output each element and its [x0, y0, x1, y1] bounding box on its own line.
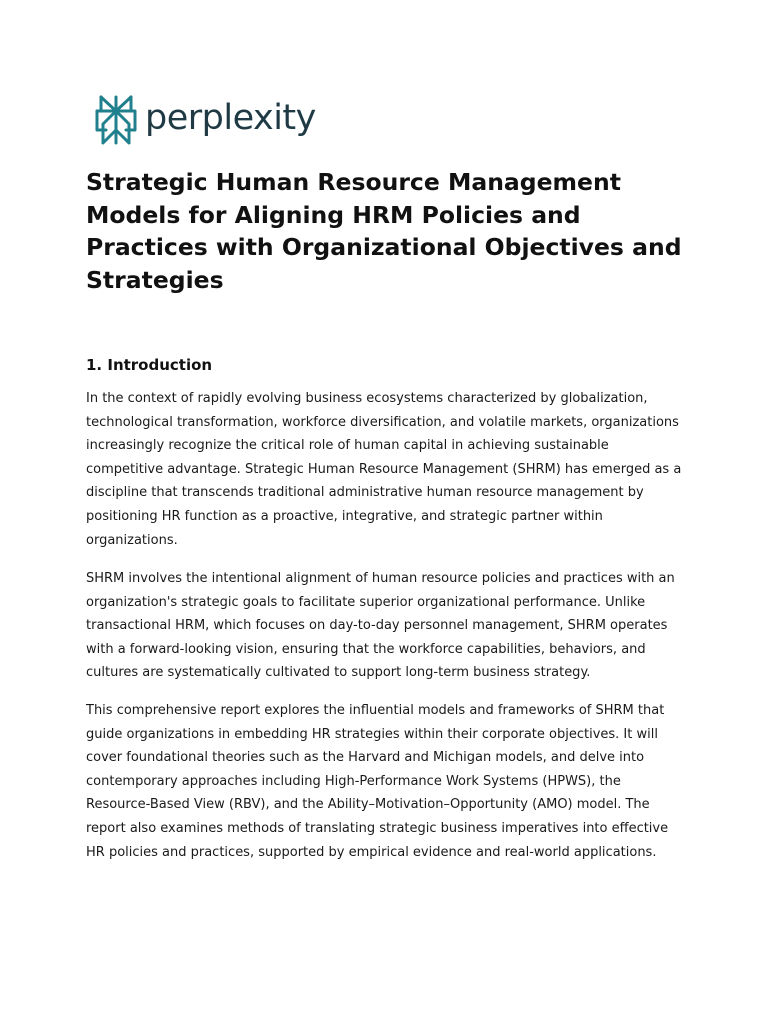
perplexity-logo-icon — [95, 94, 137, 146]
intro-paragraph-1: In the context of rapidly evolving business ecosystems characterized by globalization, technological transformation, workforce diversification, and volatile markets, organizations increasingly recognize the critical role of human capital in achieving sustainable competitive advantage. Strategic Human Resource Management (SHRM) has emerged as a discipline that transcends traditional administrative human resource management by positioning HR function as a proactive, integrative, and strategic partner within organizations. — [86, 391, 682, 548]
section-heading-introduction: 1. Introduction — [86, 356, 213, 374]
document-title: Strategic Human Resource Management Models for Aligning HRM Policies and Practices with Organizational Objectives and Strategies — [86, 168, 682, 294]
perplexity-logo — [95, 93, 316, 147]
logo-wordmark: perplexity — [145, 97, 316, 138]
intro-paragraph-3: This comprehensive report explores the influential models and frameworks of SHRM that guide organizations in embedding HR strategies within their corporate objectives. It will cover foundational theories such as the Harvard and Michigan models, and delve into contemporary approaches including High-Performance Work Systems (HPWS), the Resource-Based View (RBV), and the Ability–Motivation–Opportunity (AMO) model. The report also examines methods of translating strategic business imperatives into effective HR policies and practices, supported by empirical evidence and real-world applications. — [86, 703, 669, 860]
intro-paragraph-2: SHRM involves the intentional alignment of human resource policies and practices with an organization's strategic goals to facilitate superior organizational performance. Unlike transactional HRM, which focuses on day-to-day personnel management, SHRM operates with a forward-looking vision, ensuring that the workforce capabilities, behaviors, and cultures are systematically cultivated to support long-term business strategy. — [86, 571, 675, 681]
